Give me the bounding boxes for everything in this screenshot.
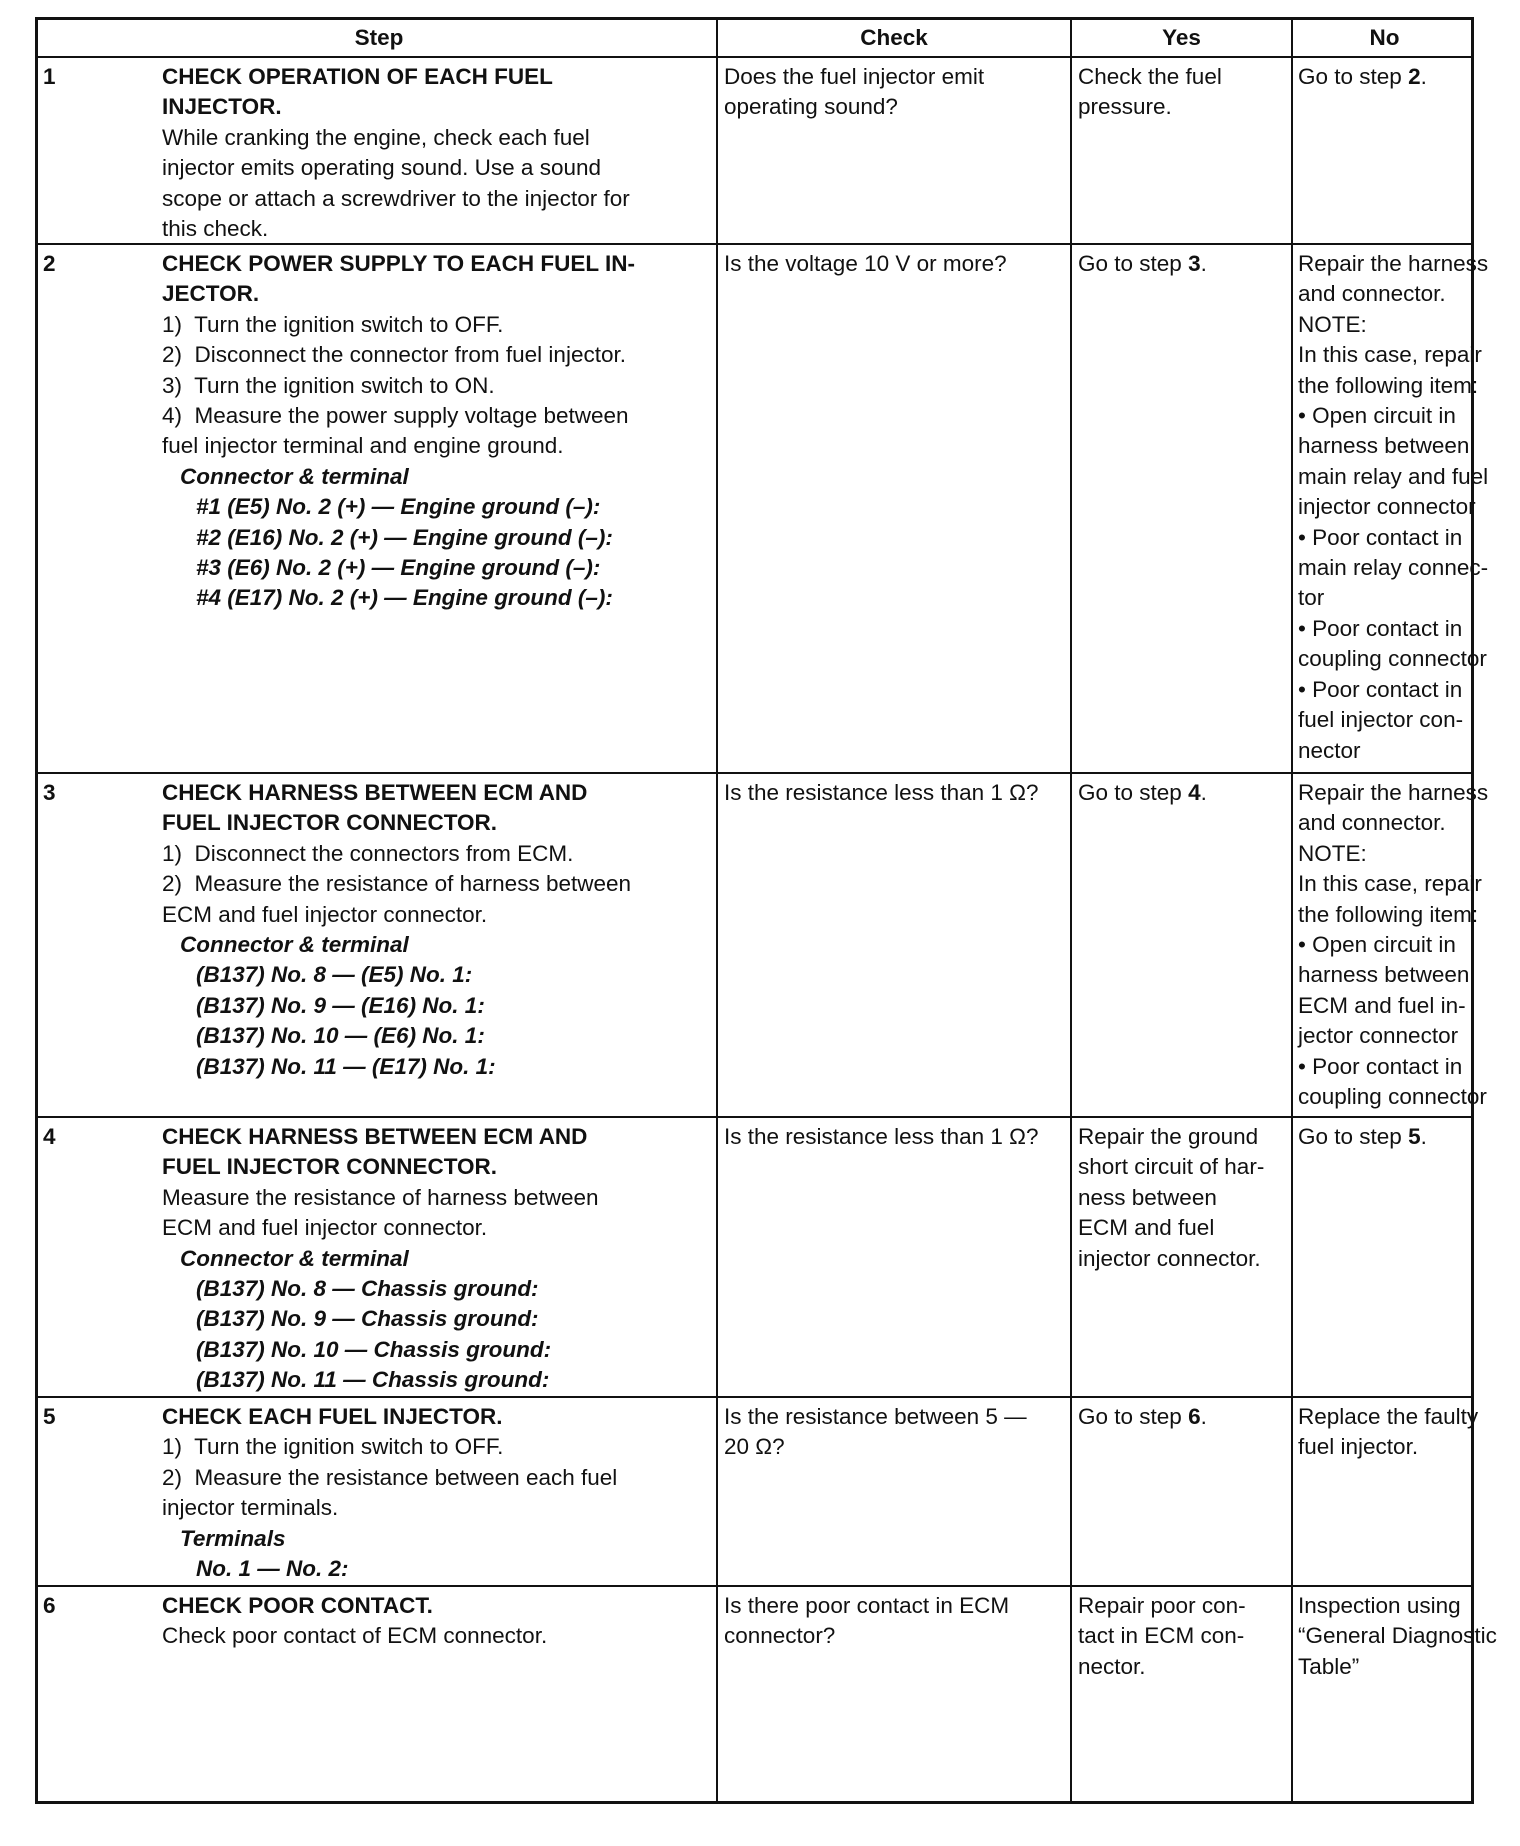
step-number: 3 <box>43 780 56 805</box>
no-text: the following item: <box>1298 372 1479 398</box>
header-step: Step <box>354 25 404 50</box>
no-text: • Poor contact in <box>1298 1053 1463 1079</box>
no-text: . <box>1420 64 1427 89</box>
no-cell <box>1291 58 1474 243</box>
step-text: scope or attach a screwdriver to the injector for <box>162 185 630 211</box>
yes-text: Repair poor con- <box>1078 1593 1246 1618</box>
no-text: “General Diagnostic <box>1298 1623 1497 1649</box>
check-text: Is the voltage 10 V or more? <box>724 251 1007 276</box>
yes-cell <box>1070 1587 1291 1801</box>
no-text: NOTE: <box>1298 840 1367 866</box>
yes-step-ref: 6 <box>1188 1404 1201 1429</box>
step-text: 1) Turn the ignition switch to OFF. <box>162 311 504 337</box>
no-text: NOTE: <box>1298 311 1367 337</box>
no-text: coupling connector <box>1298 1084 1487 1110</box>
no-cell <box>1291 1118 1474 1396</box>
no-cell <box>1291 245 1489 772</box>
step-text: While cranking the engine, check each fuel <box>162 124 590 150</box>
yes-cell <box>1070 1398 1291 1585</box>
table-row <box>38 774 1489 1118</box>
no-text: coupling connector <box>1298 646 1487 672</box>
step-description <box>156 1398 716 1585</box>
check-text: Does the fuel injector emit <box>724 64 985 89</box>
no-text: harness between <box>1298 962 1470 988</box>
header-no: No <box>1291 20 1474 56</box>
no-text: fuel injector. <box>1298 1434 1419 1460</box>
no-cell <box>1291 1587 1497 1801</box>
no-text: main relay and fuel <box>1298 463 1489 489</box>
no-text: Inspection using <box>1298 1593 1461 1618</box>
terminal-item: No. 1 — No. 2: <box>196 1556 349 1582</box>
step-description <box>156 58 716 243</box>
terminal-title: Connector & terminal <box>180 463 409 489</box>
step-number: 6 <box>43 1593 56 1618</box>
step-number: 5 <box>43 1404 56 1429</box>
step-text: 1) Disconnect the connectors from ECM. <box>162 840 574 866</box>
diagnostic-table <box>35 17 1497 1804</box>
step-number: 2 <box>43 251 56 276</box>
no-text: • Poor contact in <box>1298 615 1463 641</box>
yes-text: short circuit of har- <box>1078 1154 1265 1180</box>
yes-text: Go to step <box>1078 780 1189 805</box>
table-row <box>38 1587 1497 1801</box>
terminal-item: (B137) No. 11 — (E17) No. 1: <box>196 1053 496 1079</box>
yes-text: Check the fuel <box>1078 64 1222 89</box>
no-text: Table” <box>1298 1653 1360 1679</box>
check-cell <box>716 1118 1070 1396</box>
yes-step-ref: 3 <box>1188 251 1201 276</box>
step-text: ECM and fuel injector connector. <box>162 901 488 927</box>
no-text: • Open circuit in <box>1298 932 1456 958</box>
step-description <box>156 1118 716 1396</box>
no-text: and connector. <box>1298 281 1446 307</box>
step-description <box>156 245 716 772</box>
step-description <box>156 774 716 1116</box>
no-text: In this case, repair <box>1298 342 1482 368</box>
step-description <box>156 1587 716 1801</box>
step-title: CHECK HARNESS BETWEEN ECM AND <box>162 1124 588 1149</box>
header-yes: Yes <box>1070 20 1291 56</box>
check-text: operating sound? <box>724 94 898 120</box>
no-cell <box>1291 774 1489 1116</box>
step-number: 1 <box>43 64 56 89</box>
table-header <box>38 20 1471 58</box>
no-text: and connector. <box>1298 810 1446 836</box>
no-text: • Poor contact in <box>1298 676 1463 702</box>
terminal-item: #2 (E16) No. 2 (+) — Engine ground (–): <box>196 524 613 550</box>
check-text: 20 Ω? <box>724 1434 785 1460</box>
terminal-item: #3 (E6) No. 2 (+) — Engine ground (–): <box>196 555 601 581</box>
no-step-ref: 5 <box>1408 1124 1421 1149</box>
terminal-item: (B137) No. 11 — Chassis ground: <box>196 1367 550 1393</box>
check-text: Is the resistance less than 1 Ω? <box>724 1124 1039 1149</box>
step-text: injector emits operating sound. Use a sound <box>162 155 602 181</box>
yes-text: injector connector. <box>1078 1245 1261 1271</box>
check-cell <box>716 774 1070 1116</box>
table-row <box>38 58 1471 245</box>
no-text: main relay connec- <box>1298 555 1489 581</box>
yes-cell <box>1070 1118 1291 1396</box>
no-text: . <box>1420 1124 1427 1149</box>
step-title: INJECTOR. <box>162 94 282 120</box>
step-title: CHECK POWER SUPPLY TO EACH FUEL IN- <box>162 251 635 276</box>
check-cell <box>716 1398 1070 1585</box>
step-title: JECTOR. <box>162 281 260 307</box>
terminal-title: Terminals <box>180 1525 286 1551</box>
check-text: Is the resistance less than 1 Ω? <box>724 780 1039 805</box>
no-text: tor <box>1298 585 1325 611</box>
terminal-item: (B137) No. 9 — Chassis ground: <box>196 1306 539 1332</box>
yes-text: . <box>1200 780 1207 805</box>
check-cell <box>716 1587 1070 1801</box>
check-text: Is there poor contact in ECM <box>724 1593 1010 1618</box>
terminal-item: (B137) No. 10 — (E6) No. 1: <box>196 1023 485 1049</box>
check-text: connector? <box>724 1623 836 1649</box>
no-text: harness between <box>1298 433 1470 459</box>
yes-text: ECM and fuel <box>1078 1215 1215 1241</box>
step-text: 1) Turn the ignition switch to OFF. <box>162 1434 504 1460</box>
step-text: Measure the resistance of harness between <box>162 1184 599 1210</box>
table-row <box>38 1398 1479 1587</box>
header-check: Check <box>716 20 1070 56</box>
check-text: Is the resistance between 5 — <box>724 1404 1027 1429</box>
table-row <box>38 1118 1471 1398</box>
yes-text: Repair the ground <box>1078 1124 1259 1149</box>
yes-text: nector. <box>1078 1653 1146 1679</box>
no-text: injector connector <box>1298 494 1476 520</box>
terminal-title: Connector & terminal <box>180 932 409 958</box>
no-text: Go to step <box>1298 1124 1409 1149</box>
terminal-item: #4 (E17) No. 2 (+) — Engine ground (–): <box>196 585 613 611</box>
step-text: 2) Measure the resistance of harness between <box>162 871 632 897</box>
yes-text: tact in ECM con- <box>1078 1623 1245 1649</box>
table-row <box>38 245 1489 774</box>
no-step-ref: 2 <box>1408 64 1421 89</box>
step-text: ECM and fuel injector connector. <box>162 1215 488 1241</box>
step-text: Check poor contact of ECM connector. <box>162 1623 548 1649</box>
yes-text: . <box>1200 251 1207 276</box>
yes-text: Go to step <box>1078 1404 1189 1429</box>
check-cell <box>716 245 1070 772</box>
step-text: 2) Measure the resistance between each fuel <box>162 1464 618 1490</box>
step-title: FUEL INJECTOR CONNECTOR. <box>162 810 498 836</box>
no-text: In this case, repair <box>1298 871 1482 897</box>
step-number: 4 <box>43 1124 56 1149</box>
step-title: CHECK HARNESS BETWEEN ECM AND <box>162 780 588 805</box>
yes-text: . <box>1200 1404 1207 1429</box>
yes-step-ref: 4 <box>1188 780 1201 805</box>
no-text: nector <box>1298 737 1361 763</box>
no-text: ECM and fuel in- <box>1298 992 1466 1018</box>
yes-text: Go to step <box>1078 251 1189 276</box>
no-text: jector connector <box>1298 1023 1459 1049</box>
no-text: Go to step <box>1298 64 1409 89</box>
yes-cell <box>1070 774 1291 1116</box>
step-text: fuel injector terminal and engine ground. <box>162 433 564 459</box>
step-title: CHECK OPERATION OF EACH FUEL <box>162 64 553 89</box>
no-cell <box>1291 1398 1479 1585</box>
no-text: • Open circuit in <box>1298 403 1456 429</box>
terminal-item: (B137) No. 8 — Chassis ground: <box>196 1276 539 1302</box>
step-title: CHECK EACH FUEL INJECTOR. <box>162 1404 503 1429</box>
step-text: 2) Disconnect the connector from fuel injector. <box>162 342 626 368</box>
step-title: CHECK POOR CONTACT. <box>162 1593 433 1618</box>
no-text: fuel injector con- <box>1298 707 1464 733</box>
step-text: this check. <box>162 216 269 242</box>
no-text: • Poor contact in <box>1298 524 1463 550</box>
step-title: FUEL INJECTOR CONNECTOR. <box>162 1154 498 1180</box>
terminal-item: (B137) No. 10 — Chassis ground: <box>196 1336 552 1362</box>
no-text: Replace the faulty <box>1298 1404 1479 1429</box>
yes-cell <box>1070 245 1291 772</box>
step-text: 4) Measure the power supply voltage between <box>162 403 629 429</box>
terminal-item: #1 (E5) No. 2 (+) — Engine ground (–): <box>196 494 601 520</box>
no-text: Repair the harness <box>1298 780 1489 805</box>
terminal-item: (B137) No. 9 — (E16) No. 1: <box>196 992 485 1018</box>
check-cell <box>716 58 1070 243</box>
yes-cell <box>1070 58 1291 243</box>
step-text: 3) Turn the ignition switch to ON. <box>162 372 495 398</box>
terminal-title: Connector & terminal <box>180 1245 409 1271</box>
no-text: Repair the harness <box>1298 251 1489 276</box>
yes-text: ness between <box>1078 1184 1217 1210</box>
no-text: the following item: <box>1298 901 1479 927</box>
terminal-item: (B137) No. 8 — (E5) No. 1: <box>196 962 473 988</box>
step-text: injector terminals. <box>162 1495 339 1521</box>
yes-text: pressure. <box>1078 94 1172 120</box>
